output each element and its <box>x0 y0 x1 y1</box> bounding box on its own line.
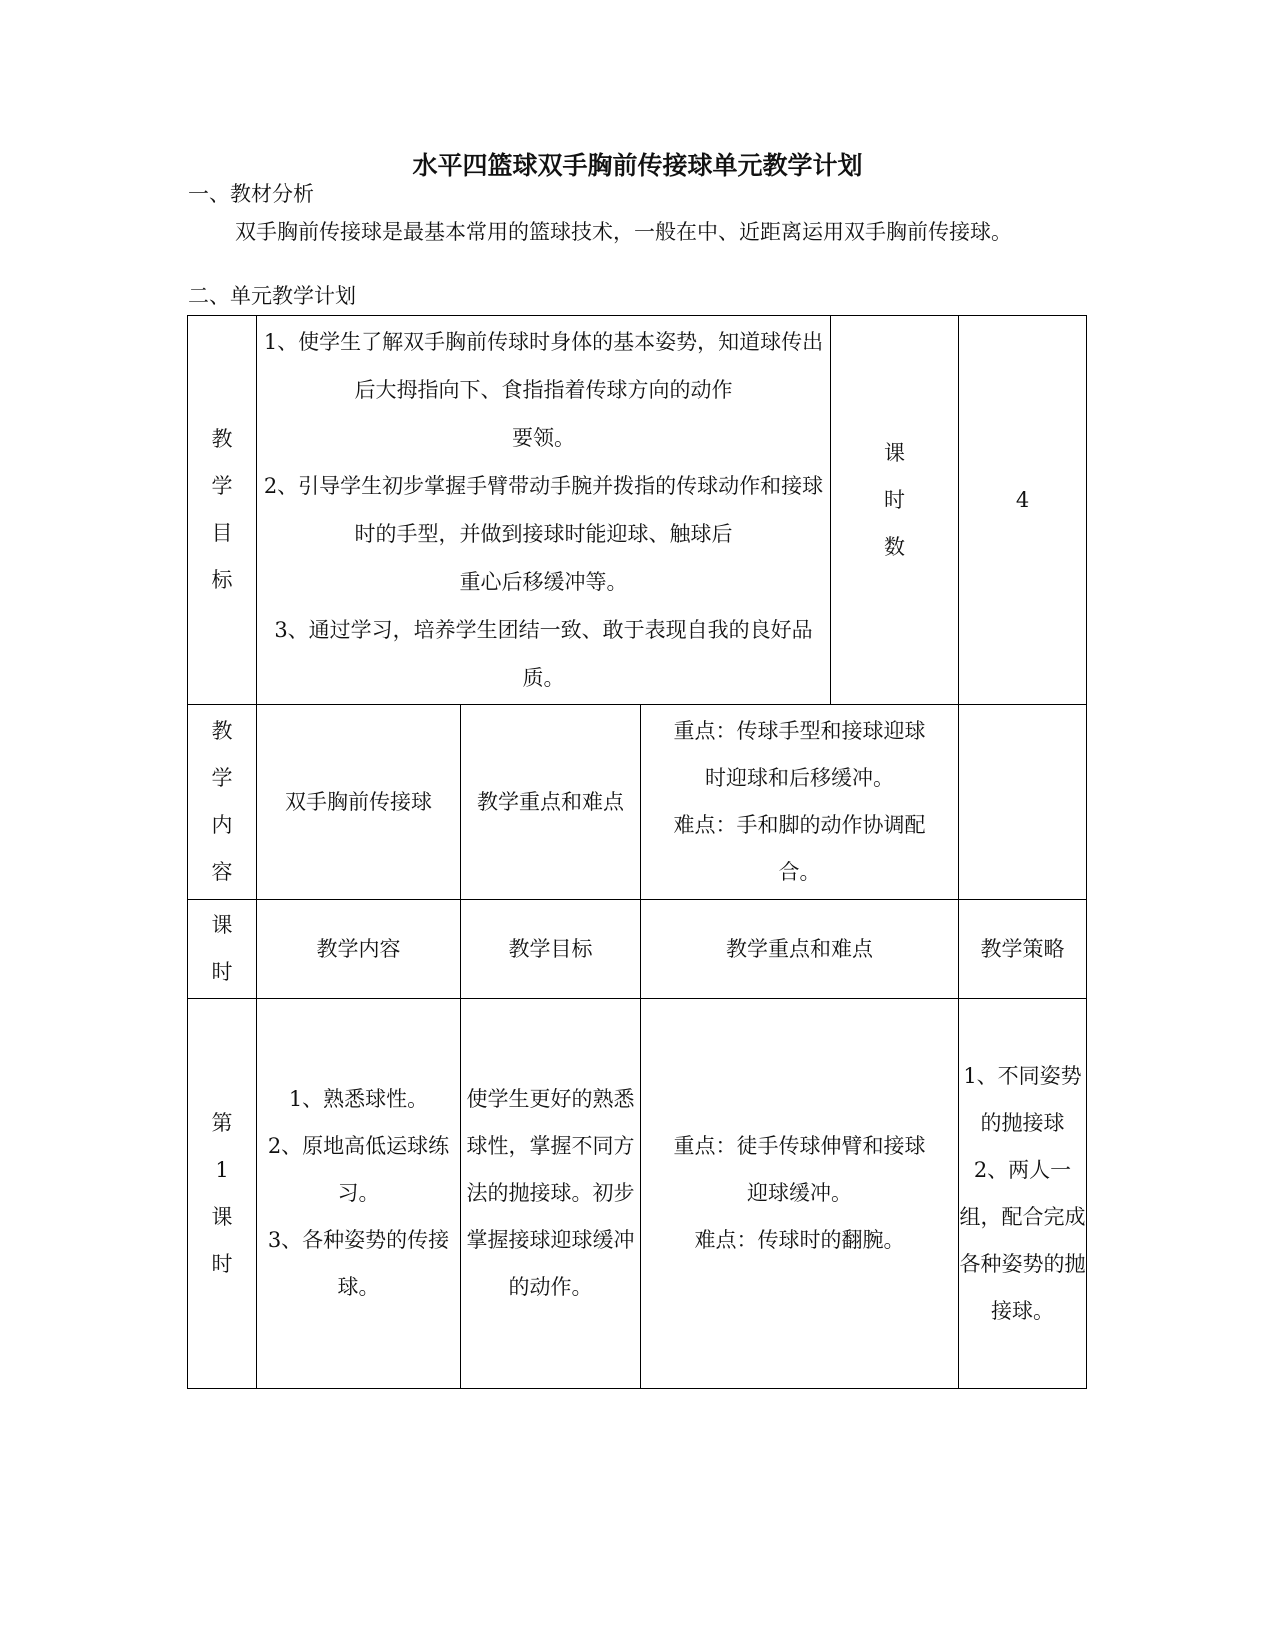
content-label-cell <box>188 705 257 900</box>
lesson-label: 第1课时 <box>211 1110 233 1276</box>
header-lesson-cell <box>188 900 257 999</box>
keypoints-cell <box>641 705 959 900</box>
goals-label: 教学目标 <box>211 427 233 592</box>
lesson-keypoints-line: 重点：徒手传球伸臂和接球 <box>673 1134 926 1158</box>
section1-paragraph <box>188 216 1083 249</box>
content-label: 教学内容 <box>211 719 233 884</box>
content-value: 双手胸前传接球 <box>257 705 461 900</box>
goal-line: 重心后移缓冲等。 <box>459 570 628 594</box>
goal-line: 3、通过学习，培养学生团结一致、敢于表现自我的良好品质。 <box>274 618 813 690</box>
goals-cell <box>257 316 831 705</box>
lesson-keypoints-cell <box>641 999 959 1389</box>
keypoints-label: 教学重点和难点 <box>461 705 641 900</box>
header-row <box>188 900 1087 999</box>
content-row <box>188 705 1087 900</box>
lesson-content-cell <box>257 999 461 1389</box>
keypoints-line: 难点：手和脚的动作协调配 <box>673 813 926 837</box>
lesson-content-item: 1、熟悉球性。 <box>288 1087 429 1111</box>
header-keypoints: 教学重点和难点 <box>641 900 959 999</box>
lesson-keypoints-line: 难点：传球时的翻腕。 <box>694 1228 905 1252</box>
hours-value-cell <box>959 316 1087 705</box>
lesson-goal: 使学生更好的熟悉球性，掌握不同方法的抛接球。初步掌握接球迎球缓冲的动作。 <box>461 999 641 1389</box>
keypoints-line: 重点：传球手型和接球迎球 <box>673 719 926 743</box>
lesson-row <box>188 999 1087 1389</box>
goal-line: 1、使学生了解双手胸前传球时身体的基本姿势，知道球传出后大拇指向下、食指指着传球方向的动作 <box>263 330 824 402</box>
plan-table <box>187 315 1087 1389</box>
lesson-strategy-item: 1、不同姿势的抛接球 <box>963 1063 1082 1135</box>
section2-heading: 二、单元教学计划 <box>188 284 356 308</box>
lesson-keypoints-line: 迎球缓冲。 <box>747 1181 852 1205</box>
goal-line: 2、引导学生初步掌握手臂带动手腕并拨指的传球动作和接球时的手型，并做到接球时能迎球、触球后 <box>263 474 824 546</box>
goals-label-cell <box>188 316 257 705</box>
lesson-strategy-cell <box>959 999 1087 1389</box>
lesson-label-cell <box>188 999 257 1389</box>
header-lesson: 课时 <box>211 913 233 984</box>
keypoints-line: 合。 <box>778 860 821 884</box>
keypoints-line: 时迎球和后移缓冲。 <box>705 766 894 790</box>
lesson-content-item: 3、各种姿势的传接球。 <box>267 1228 450 1299</box>
hours-label: 课时数 <box>884 440 905 559</box>
header-content: 教学内容 <box>257 900 461 999</box>
lesson-content-item: 2、原地高低运球练习。 <box>267 1134 450 1205</box>
hours-value: 4 <box>1015 487 1030 512</box>
empty-cell <box>959 705 1087 900</box>
section1-heading: 一、教材分析 <box>188 182 314 206</box>
lesson-strategy-item: 2、两人一组，配合完成各种姿势的抛接球。 <box>959 1157 1086 1323</box>
header-goal: 教学目标 <box>461 900 641 999</box>
hours-label-cell <box>831 316 959 705</box>
section1-text: 双手胸前传接球是最基本常用的篮球技术，一般在中、近距离运用双手胸前传接球。 <box>235 220 1012 244</box>
header-strategy: 教学策略 <box>959 900 1087 999</box>
goal-line: 要领。 <box>512 426 575 450</box>
page-title: 水平四篮球双手胸前传接球单元教学计划 <box>412 151 863 180</box>
goals-row <box>188 316 1087 705</box>
